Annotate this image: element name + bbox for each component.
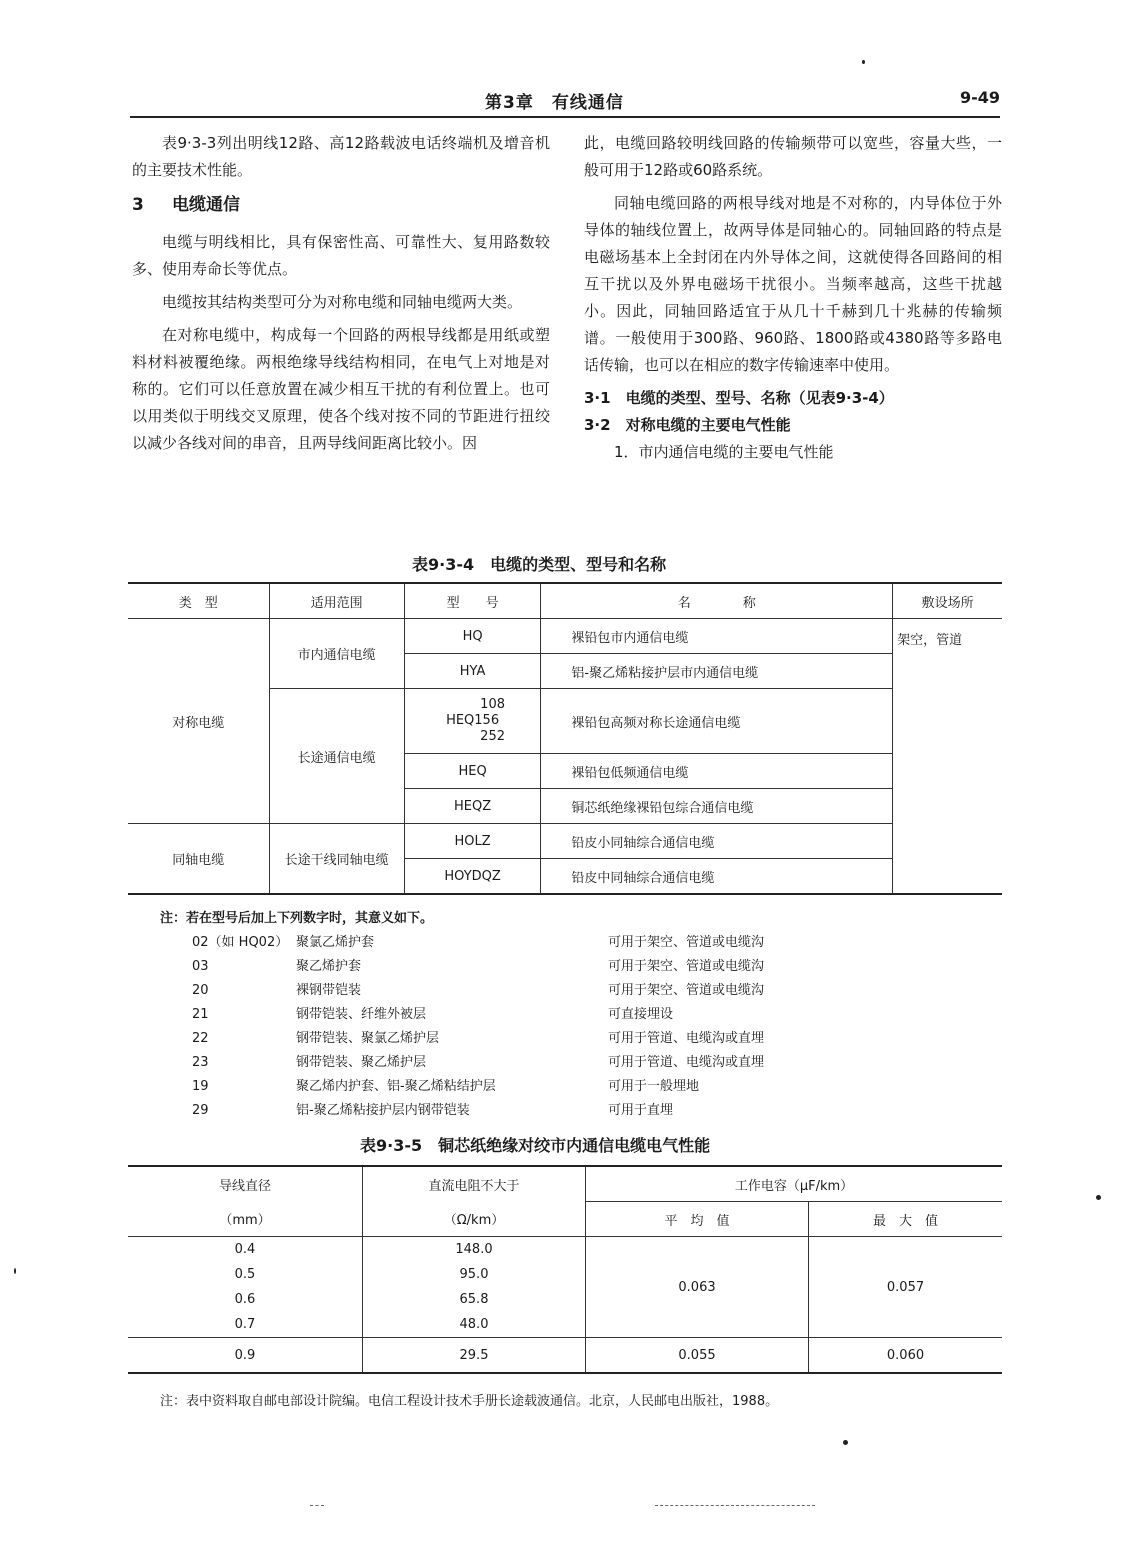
paragraph: 同轴电缆回路的两根导线对地是不对称的，内导体位于外导体的轴线位置上，故两导体是同轴心的。同轴回路的特点是电磁场基本上全封闭在内外导体之间，这就使得各回路间的相互干扰以及外界电磁场干扰很小。当频率越高，这些干扰越小。因此，同轴回路适宜于从几十千赫到几十兆赫的传输频谱。一般使用于300路、960路、1800路或4380路等多路电话传输，也可以在相应的数字传输速率中使用。 xyxy=(584,194,1002,374)
note-code: 02（如 HQ02） xyxy=(192,935,289,950)
note-row xyxy=(160,1099,860,1123)
scope-cell: 市内通信电缆 xyxy=(269,619,404,689)
resistance-cell: 29.5 xyxy=(363,1338,586,1374)
table-header-row xyxy=(128,583,1002,619)
name-cell: 铜芯纸绝缘裸铅包综合通信电缆 xyxy=(541,789,893,824)
header-cell: 敷设场所 xyxy=(893,583,1002,619)
cable-types-table xyxy=(128,582,1002,895)
model-cell: HEQZ xyxy=(404,789,541,824)
header-cell: 适用范围 xyxy=(269,583,404,619)
note-use: 可用于直埋 xyxy=(608,1103,674,1118)
model-variant: 108 xyxy=(480,697,505,712)
note-code: 03 xyxy=(192,959,209,974)
right-column xyxy=(584,130,1002,466)
note-use: 可用于架空、管道或电缆沟 xyxy=(608,959,765,974)
table-caption: 表9·3-5 铜芯纸绝缘对绞市内通信电缆电气性能 xyxy=(360,1136,711,1155)
note-desc: 聚乙烯内护套、铝-聚乙烯粘结护层 xyxy=(296,1079,496,1094)
note-row xyxy=(160,1003,860,1027)
table-caption: 表9·3-4 电缆的类型、型号和名称 xyxy=(412,555,667,574)
electrical-performance-table xyxy=(128,1165,1002,1374)
table-notes xyxy=(160,907,860,1123)
resistance-value: 148.0 xyxy=(455,1242,493,1257)
scope-cell: 长途通信电缆 xyxy=(269,689,404,824)
resistance-value: 65.8 xyxy=(459,1292,489,1307)
diameter-cell xyxy=(128,1237,363,1338)
type-cell: 对称电缆 xyxy=(128,619,269,824)
capacitance-max-cell: 0.057 xyxy=(809,1237,1003,1338)
note-desc: 钢带铠装、聚乙烯护层 xyxy=(296,1055,427,1070)
diameter-value: 0.5 xyxy=(234,1267,256,1282)
note-desc: 钢带铠装、聚氯乙烯护层 xyxy=(296,1031,440,1046)
diameter-value: 0.6 xyxy=(234,1292,256,1307)
header-unit-cell: （Ω/km） xyxy=(363,1202,586,1237)
scan-speck xyxy=(862,60,865,64)
header-cell: 型 号 xyxy=(404,583,541,619)
table-row xyxy=(128,1237,1002,1338)
scope-cell: 长途干线同轴电缆 xyxy=(269,824,404,895)
header-cell: 类 型 xyxy=(128,583,269,619)
note-row xyxy=(160,931,860,955)
header-cell: 工作电容（μF/km） xyxy=(586,1166,1003,1202)
list-item: 1．市内通信电缆的主要电气性能 xyxy=(614,443,834,461)
table-row xyxy=(128,824,1002,859)
note-use: 可用于管道、电缆沟或直埋 xyxy=(608,1031,765,1046)
notes-title: 注：若在型号后加上下列数字时，其意义如下。 xyxy=(160,911,434,926)
diameter-value: 0.4 xyxy=(234,1242,256,1257)
note-row xyxy=(160,955,860,979)
header-cell: 直流电阻不大于 xyxy=(363,1166,586,1202)
table-header-row xyxy=(128,1166,1002,1202)
note-row xyxy=(160,1075,860,1099)
paragraph: 在对称电缆中，构成每一个回路的两根导线都是用纸或塑料材料被覆绝缘。两根绝缘导线结构相同，在电气上对地是对称的。它们可以任意放置在减少相互干扰的有利位置上。也可以用类似于明线交叉原理，使各个线对按不同的节距进行扭绞以减少各线对间的串音，且两导线间距离比较小。因 xyxy=(132,326,550,452)
note-desc: 裸钢带铠装 xyxy=(296,983,362,998)
section-number: 3 xyxy=(132,195,144,215)
model-cell: HYA xyxy=(404,654,541,689)
chapter-title: 第3章 有线通信 xyxy=(485,93,624,113)
subsection-heading: 3·1 电缆的类型、型号、名称（见表9·3-4） xyxy=(584,389,894,407)
paragraph: 此，电缆回路较明线回路的传输频带可以宽些，容量大些，一般可用于12路或60路系统。 xyxy=(584,134,1002,179)
table-header-row xyxy=(128,1202,1002,1237)
header-cell: 最 大 值 xyxy=(809,1202,1003,1237)
page-number: 9-49 xyxy=(959,88,1000,107)
type-cell: 同轴电缆 xyxy=(128,824,269,895)
name-cell: 铅皮中同轴综合通信电缆 xyxy=(541,859,893,895)
intro-paragraph: 表9·3-3列出明线12路、高12路载波电话终端机及增音机的主要技术性能。 xyxy=(132,134,550,179)
resistance-cell xyxy=(363,1237,586,1338)
header-cell: 导线直径 xyxy=(128,1166,363,1202)
model-cell: HOYDQZ xyxy=(404,859,541,895)
header-cell: 平 均 值 xyxy=(586,1202,809,1237)
paragraph: 电缆按其结构类型可分为对称电缆和同轴电缆两大类。 xyxy=(162,293,523,311)
note-use: 可用于一般埋地 xyxy=(608,1079,700,1094)
note-row xyxy=(160,1051,860,1075)
note-use: 可直接埋设 xyxy=(608,1007,674,1022)
note-code: 20 xyxy=(192,983,209,998)
note-desc: 聚乙烯护套 xyxy=(296,959,362,974)
scan-speck xyxy=(14,1268,16,1274)
header-cell: 名 称 xyxy=(541,583,893,619)
note-row xyxy=(160,979,860,1003)
capacitance-avg-cell: 0.063 xyxy=(586,1237,809,1338)
note-desc: 铝-聚乙烯粘接护层内钢带铠装 xyxy=(296,1103,470,1118)
resistance-value: 95.0 xyxy=(459,1267,489,1282)
page-header xyxy=(130,88,1000,118)
diameter-value: 0.7 xyxy=(234,1317,256,1332)
install-cell: 架空，管道 xyxy=(893,619,1002,895)
note-code: 21 xyxy=(192,1007,209,1022)
note-use: 可用于架空、管道或电缆沟 xyxy=(608,983,765,998)
name-cell: 裸铅包高频对称长途通信电缆 xyxy=(541,689,893,754)
table-row xyxy=(128,1338,1002,1374)
model-cell: HEQ xyxy=(404,754,541,789)
resistance-value: 48.0 xyxy=(459,1317,489,1332)
capacitance-avg-cell: 0.055 xyxy=(586,1338,809,1374)
note-row xyxy=(160,1027,860,1051)
name-cell: 铝-聚乙烯粘接护层市内通信电缆 xyxy=(541,654,893,689)
model-cell: HQ xyxy=(404,619,541,654)
diameter-cell: 0.9 xyxy=(128,1338,363,1374)
left-column xyxy=(132,130,550,463)
footnote: 注：表中资料取自邮电部设计院编。电信工程设计技术手册长途载波通信。北京，人民邮电出版社，1988。 xyxy=(160,1394,779,1409)
note-desc: 钢带铠装、纤维外被层 xyxy=(296,1007,427,1022)
model-variant: 252 xyxy=(480,729,505,744)
name-cell: 铅皮小同轴综合通信电缆 xyxy=(541,824,893,859)
section-title: 电缆通信 xyxy=(172,195,240,215)
note-use: 可用于管道、电缆沟或直埋 xyxy=(608,1055,765,1070)
table-row xyxy=(128,619,1002,654)
note-code: 23 xyxy=(192,1055,209,1070)
scan-line xyxy=(655,1505,815,1506)
scan-speck xyxy=(1096,1195,1101,1200)
note-code: 22 xyxy=(192,1031,209,1046)
scan-line xyxy=(310,1505,324,1506)
note-code: 29 xyxy=(192,1103,209,1118)
name-cell: 裸铅包市内通信电缆 xyxy=(541,619,893,654)
header-unit-cell: （mm） xyxy=(128,1202,363,1237)
note-use: 可用于架空、管道或电缆沟 xyxy=(608,935,765,950)
note-desc: 聚氯乙烯护套 xyxy=(296,935,375,950)
model-variant: HEQ156 xyxy=(446,713,500,728)
subsection-heading: 3·2 对称电缆的主要电气性能 xyxy=(584,416,791,434)
capacitance-max-cell: 0.060 xyxy=(809,1338,1003,1374)
name-cell: 裸铅包低频通信电缆 xyxy=(541,754,893,789)
scan-speck xyxy=(843,1440,848,1445)
section-heading xyxy=(132,192,550,219)
model-cell: HOLZ xyxy=(404,824,541,859)
paragraph: 电缆与明线相比，具有保密性高、可靠性大、复用路数较多、使用寿命长等优点。 xyxy=(132,233,550,278)
model-cell xyxy=(404,689,541,754)
note-code: 19 xyxy=(192,1079,209,1094)
